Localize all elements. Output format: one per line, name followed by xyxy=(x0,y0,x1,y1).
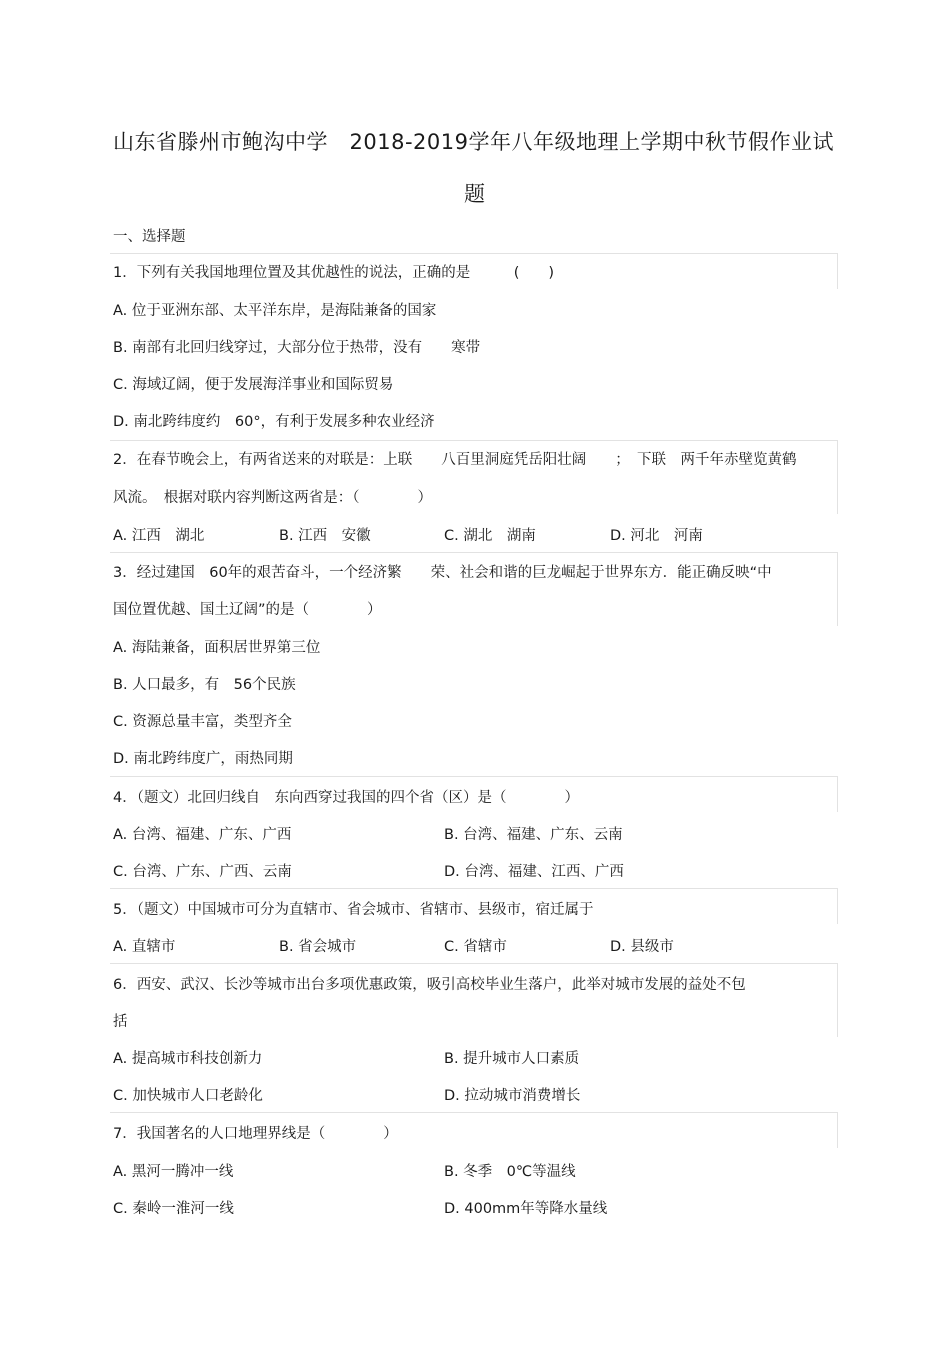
option: A. 江西 湖北 xyxy=(113,528,205,544)
question-stem: 7．我国著名的人口地理界线是（ ） xyxy=(113,1126,398,1142)
question-stem: 4．（题文）北回归线自 东向西穿过我国的四个省（区）是（ ） xyxy=(113,790,579,806)
option: D. 400mm年等降水量线 xyxy=(444,1201,608,1217)
question-stem: 国位置优越、国土辽阔”的是（ ） xyxy=(113,602,382,618)
separator xyxy=(110,253,837,254)
question-stem: 括 xyxy=(113,1014,128,1030)
option: B. 江西 安徽 xyxy=(279,528,371,544)
option: D. 县级市 xyxy=(610,939,674,955)
question-stem: 2．在春节晚会上，有两省送来的对联是：上联 八百里洞庭凭岳阳壮阔 ； 下联 两千年赤壁览黄鹤 xyxy=(113,452,797,468)
option: B. 南部有北回归线穿过，大部分位于热带，没有 寒带 xyxy=(113,340,481,356)
option: C. 资源总量丰富，类型齐全 xyxy=(113,714,292,730)
separator xyxy=(110,440,837,441)
separator xyxy=(110,1112,837,1113)
option: D. 南北跨纬度广，雨热同期 xyxy=(113,751,293,767)
option: B. 提升城市人口素质 xyxy=(444,1051,580,1067)
option: D. 河北 河南 xyxy=(610,528,703,544)
separator xyxy=(837,888,838,924)
option: C. 海域辽阔，便于发展海洋事业和国际贸易 xyxy=(113,377,394,393)
option: D. 拉动城市消费增长 xyxy=(444,1088,581,1104)
option: A. 位于亚洲东部、太平洋东岸，是海陆兼备的国家 xyxy=(113,303,437,319)
separator xyxy=(837,776,838,812)
option: B. 冬季 0℃等温线 xyxy=(444,1164,576,1180)
separator xyxy=(110,888,837,889)
separator xyxy=(837,253,838,289)
option: D. 台湾、福建、江西、广西 xyxy=(444,864,624,880)
doc-title-line1: 山东省滕州市鲍沟中学 2018-2019学年八年级地理上学期中秋节假作业试 xyxy=(113,130,834,154)
doc-title-line2: 题 xyxy=(464,182,486,206)
option: A. 海陆兼备，面积居世界第三位 xyxy=(113,640,321,656)
question-stem: 1．下列有关我国地理位置及其优越性的说法，正确的是 ( ) xyxy=(113,265,555,281)
option: A. 台湾、福建、广东、广西 xyxy=(113,827,292,843)
separator xyxy=(110,963,837,964)
option: C. 省辖市 xyxy=(444,939,507,955)
question-stem: 风流。 根据对联内容判断这两省是：（ ） xyxy=(113,490,432,506)
question-stem: 6．西安、武汉、长沙等城市出台多项优惠政策，吸引高校毕业生落户，此举对城市发展的益处不包 xyxy=(113,977,746,993)
option: C. 加快城市人口老龄化 xyxy=(113,1088,263,1104)
question-stem: 3．经过建国 60年的艰苦奋斗，一个经济繁 荣、社会和谐的巨龙崛起于世界东方．能正确反映“中 xyxy=(113,565,772,581)
separator xyxy=(837,963,838,1037)
option: C. 台湾、广东、广西、云南 xyxy=(113,864,292,880)
option: C. 湖北 湖南 xyxy=(444,528,536,544)
option: B. 省会城市 xyxy=(279,939,357,955)
option: A. 提高城市科技创新力 xyxy=(113,1051,263,1067)
section-heading: 一、选择题 xyxy=(113,229,186,245)
option: B. 人口最多，有 56个民族 xyxy=(113,677,296,693)
option: D. 南北跨纬度约 60°，有利于发展多种农业经济 xyxy=(113,414,435,430)
separator xyxy=(837,1112,838,1148)
option: C. 秦岭一淮河一线 xyxy=(113,1201,234,1217)
separator xyxy=(837,552,838,626)
question-stem: 5．（题文）中国城市可分为直辖市、省会城市、省辖市、县级市，宿迁属于 xyxy=(113,902,594,918)
option: A. 黑河一腾冲一线 xyxy=(113,1164,234,1180)
option: B. 台湾、福建、广东、云南 xyxy=(444,827,623,843)
option: A. 直辖市 xyxy=(113,939,176,955)
separator xyxy=(110,776,837,777)
separator xyxy=(837,440,838,514)
separator xyxy=(110,552,837,553)
